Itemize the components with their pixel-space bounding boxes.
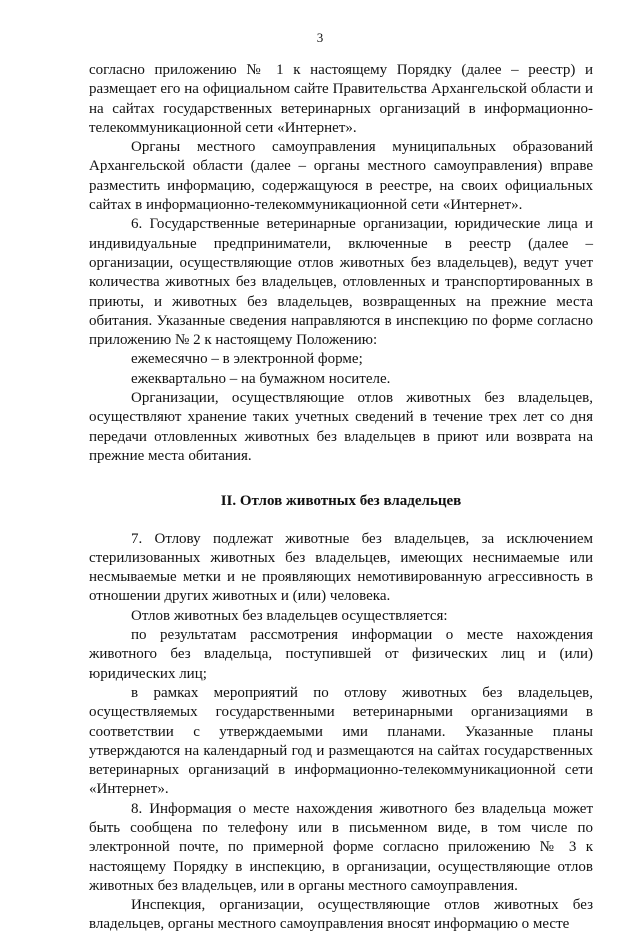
section-heading: II. Отлов животных без владельцев <box>220 493 462 510</box>
page-number: 3 <box>316 30 324 45</box>
paragraph: согласно приложению № 1 к настоящему Порядку (далее – реестр) и размещает его на официальном сайте Правительства Архангельской области и на сайтах государственных ветеринарных организаций в информационно-телекоммуникационной сети «Интернет». <box>89 62 593 136</box>
document-body <box>89 61 593 935</box>
list-item: в рамках мероприятий по отлову животных без владельцев, осуществляемых государственными ветеринарными организациями в соответствии с утверждаемыми ими планами. Указанные планы утверждаются на календарный год и размещаются на сайтах государственных ветеринарных организаций в информационно-телекоммуникационной сети «Интернет». <box>89 684 593 798</box>
paragraph: Отлов животных без владельцев осуществляется: <box>131 607 448 624</box>
paragraph: 8. Информация о месте нахождения животного без владельца может быть сообщена по телефону или в письменном виде, в том числе по электронной почте, по примерной форме согласно приложению № 3 к настоящему Порядку в инспекцию, в организации, осуществляющие отлов животных без владельцев, или в органы местного самоуправления. <box>89 800 593 894</box>
list-item: по результатам рассмотрения информации о месте нахождения животного без владельца, поступившей от физических лиц и (или) юридических лиц; <box>89 627 593 682</box>
paragraph: 7. Отлову подлежат животные без владельцев, за исключением стерилизованных животных без владельцев, имеющих неснимаемые или несмываемые метки и не проявляющих немотивированную агрессивность в отношении других животных и (или) человека. <box>89 530 593 605</box>
paragraph: Инспекция, организации, осуществляющие отлов животных без владельцев, органы местного самоуправления вносят информацию о месте <box>89 897 593 933</box>
paragraph: 6. Государственные ветеринарные организации, юридические лица и индивидуальные предприниматели, включенные в реестр (далее – организации, осуществляющие отлов животных без владельцев), ведут учет количества животных без владельцев, отловленных и транспортированных в приюты, и животных без владельцев, возвращенных на прежние места обитания. Указанные сведения направляются в инспекцию по форме согласно приложению № 2 к настоящему Положению: <box>89 216 593 349</box>
list-item: ежемесячно – в электронной форме; <box>131 351 363 368</box>
list-item: ежеквартально – на бумажном носителе. <box>131 370 391 387</box>
paragraph: Организации, осуществляющие отлов животных без владельцев, осуществляют хранение таких учетных сведений в течение трех лет со дня передачи отловленных животных без владельцев в приют или возврата на прежние места обитания. <box>89 390 593 464</box>
paragraph: Органы местного самоуправления муниципальных образований Архангельской области (далее – органы местного самоуправления) вправе разместить информацию, содержащуюся в реестре, на своих официальных сайтах в информационно-телекоммуникационной сети «Интернет». <box>89 139 593 214</box>
